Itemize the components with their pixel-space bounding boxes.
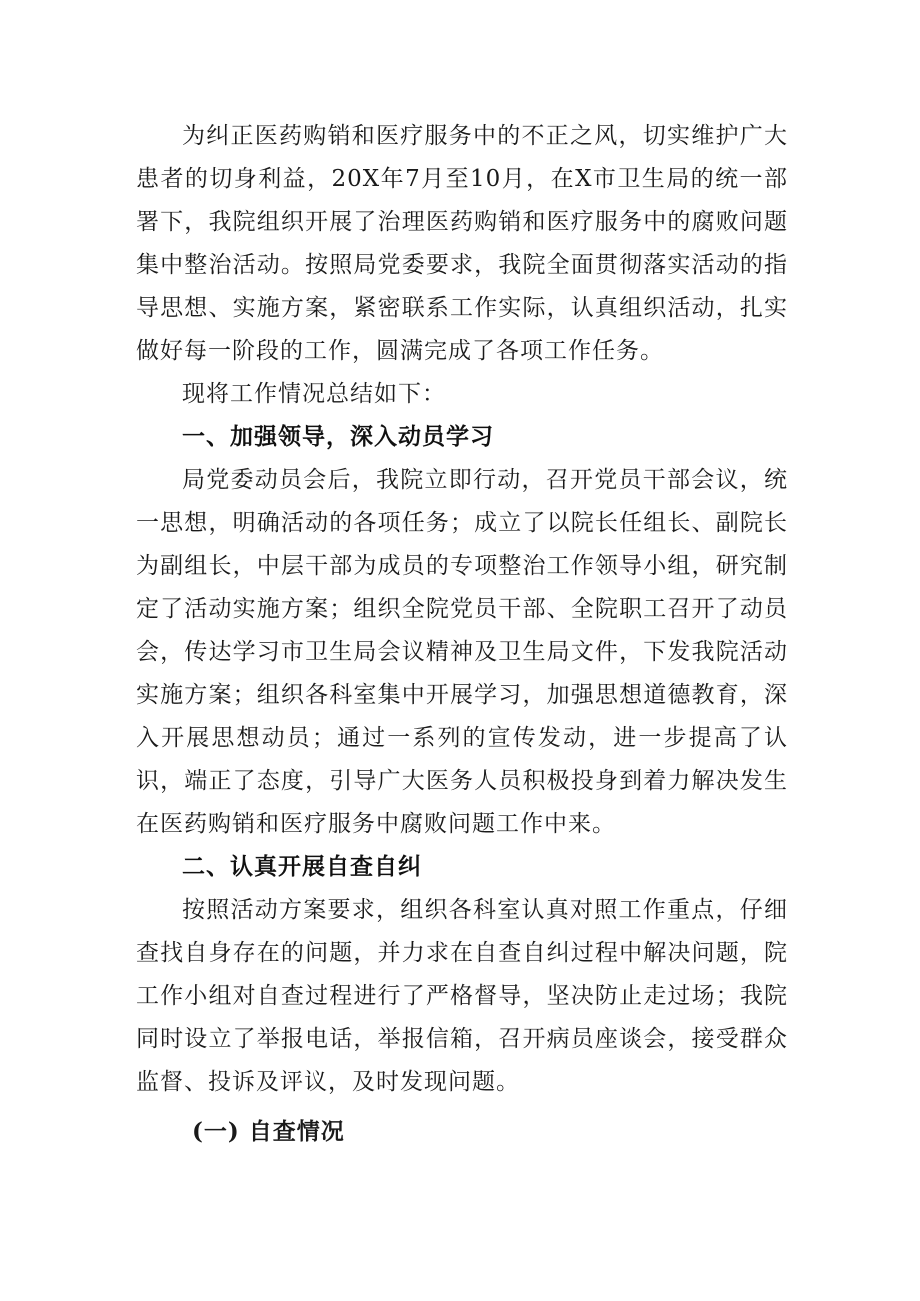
document-body (136, 115, 788, 1153)
section2-paragraph: 按照活动方案要求，组织各科室认真对照工作重点，仔细查找自身存在的问题，并力求在自查自纠过程中解决问题，院工作小组对自查过程进行了严格督导，坚决防止走过场；我院同时设立了举报电话，举报信箱，召开病员座谈会，接受群众监督、投诉及评议，及时发现问题。 (136, 897, 788, 1095)
section-heading-2: 二、认真开展自查自纠 (182, 854, 422, 880)
section1-paragraph: 局党委动员会后，我院立即行动，召开党员干部会议，统一思想，明确活动的各项任务；成立了以院长任组长、副院长为副组长，中层干部为成员的专项整治工作领导小组，研究制定了活动实施方案；组织全院党员干部、全院职工召开了动员会，传达学习市卫生局会议精神及卫生局文件，下发我院活动实施方案；组织各科室集中开展学习，加强思想道德教育，深入开展思想动员；通过一系列的宣传发动，进一步提高了认识，端正了态度，引导广大医务人员积极投身到着力解决发生在医药购销和医疗服务中腐败问题工作中来。 (136, 467, 788, 837)
section-heading-1: 一、加强领导，深入动员学习 (182, 424, 494, 450)
intro-paragraph: 为纠正医药购销和医疗服务中的不正之风，切实维护广大患者的切身利益，20X年7月至10月，在X市卫生局的统一部署下，我院组织开展了治理医药购销和医疗服务中的腐败问题集中整治活动。按照局党委要求，我院全面贯彻落实活动的指导思想、实施方案，紧密联系工作实际，认真组织活动，扎实做好每一阶段的工作，圆满完成了各项工作任务。 (136, 123, 788, 364)
subsection-heading-1: (一) 自查情况 (192, 1118, 345, 1145)
summary-lead-paragraph: 现将工作情况总结如下： (182, 381, 446, 407)
